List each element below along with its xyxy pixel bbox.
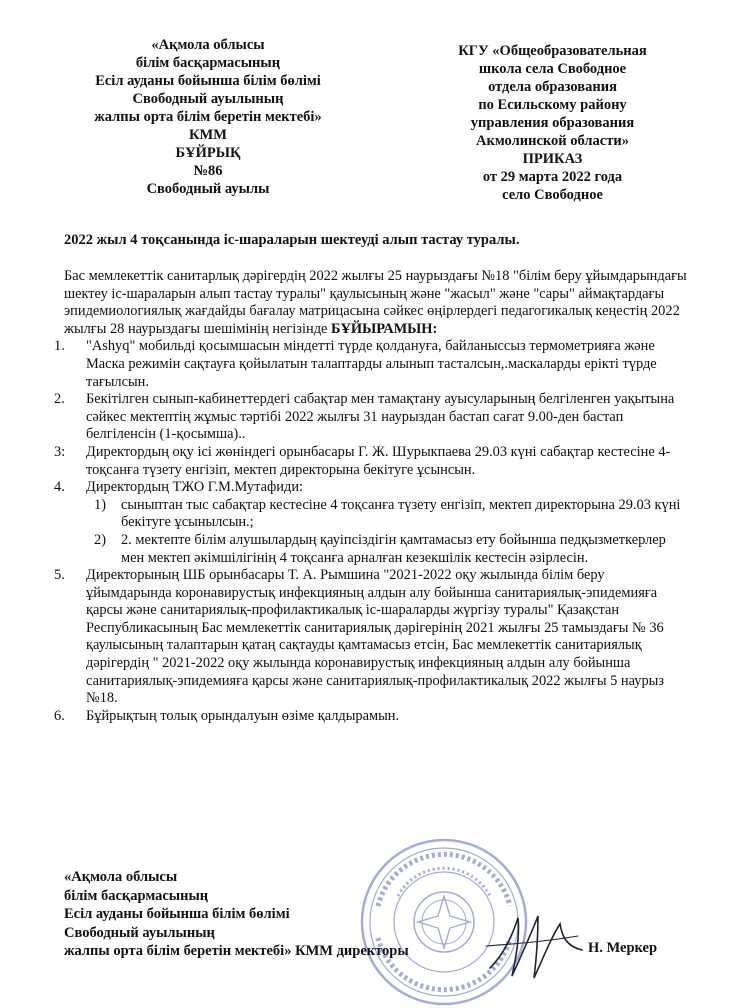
order-heading-ru: ПРИКАЗ [522,151,583,167]
item-text: Бұйрықтың толық орындалуын өзіме қалдырамын. [86,707,400,724]
signer-name: Н. Меркер [588,940,658,956]
header-left-line: Свободный ауылының [132,91,284,107]
header-right-russian [405,42,700,204]
document-title: 2022 жыл 4 тоқсанында іс-шараларын шектеуді алып тастау туралы. [64,232,520,248]
header-right-line: отдела образования [488,79,617,95]
item-number: 6. [54,707,65,724]
sub-item-number: 1) [94,496,106,513]
signature-line: Есіл ауданы бойынша білім бөлімі [64,906,290,922]
header-right-line: КГУ «Общеобразовательная [458,43,647,59]
header-left-kazakh [58,36,358,198]
item-text: Бекітілген сынып-кабинеттердегі сабақтар мен тамақтану ауысуларының белгіленген уақытына сәйкес мектептің жұмыс тәртібі 2022 жылғы 31 наурыздан бастап сағат 9.00-ден бастап белгіленсін (1-қосымша).. [86,391,675,443]
order-item [54,707,688,726]
order-item [54,479,688,567]
village-kz: Свободный ауылы [146,181,270,197]
header-left-line: жалпы орта білім беретін мектебі» [94,109,322,125]
header-right-line: Акмолинской области» [476,133,629,149]
item-number: 5. [54,567,65,584]
order-item [54,443,688,479]
header-left-line: Есіл ауданы бойынша білім бөлімі [95,73,321,89]
signature-line: жалпы орта білім беретін мектебі» КММ директоры [64,943,409,959]
order-keyword: БҰЙЫРАМЫН: [331,320,438,337]
order-item [54,567,688,708]
order-heading-kz: БҰЙРЫҚ [175,145,241,161]
sub-item-text: 2. мектепте білім алушылардың қауіпсіздігін қамтамасыз ету бойынша педқызметкерлер мен мектеп әкімшілігінің 4 тоқсанға арналған кезекшілік кестесін әзірлесін. [121,531,666,566]
header-right-line: управления образования [470,115,635,131]
preamble-text: Бас мемлекеттік санитарлық дәрігердің 2022 жылғы 25 наурыздағы №18 "білім беру ұйымдарындағы шектеу іс-шараларын алып тастау туралы" қаулысының және "жасыл" және "сары" аймақтардағы эпидемиологиялық жағдайды бағалау матрицасына сәйкес өңірлердегі педагогикалық кеңестің 2022 жылғы 28 наурыздағы шешімінің негізінде [64,268,687,337]
sub-item-text: сыныптан тыс сабақтар кестесіне 4 тоқсанға түзету енгізіп, мектеп директорына 29.03 күні бекітуге ұсынылсын.; [121,496,681,531]
order-item [54,391,688,444]
sub-item-number: 2) [94,531,106,548]
header-left-line: «Ақмола облысы [151,37,265,53]
order-number: №86 [193,163,223,179]
item-number: 2. [54,391,65,408]
document-body [54,268,688,725]
handwritten-signature [482,906,592,986]
village-ru: село Свободное [502,187,603,203]
sub-item [86,497,688,532]
order-date: от 29 марта 2022 года [482,169,623,185]
signature-block [64,868,484,961]
order-items [54,338,688,725]
header-left-line: КММ [189,127,227,143]
item-text: "Ashyq" мобильді қосымшасын міндетті түрде қолдануға, байланыссыз термометрияға және Маска режимін сақтауға қойылатын талаптарды алынып тасталсын,.маскаларды ерікті түрде тағылсын. [86,338,657,390]
sub-item [86,532,688,567]
item-text: Директорының ШБ орынбасары Т. А. Рымшина "2021-2022 оқу жылында білім беру ұйымдарында коронавирустық инфекцияның алдын алу бойынша санитариялық-эпидемияға қарсы және санитариялық-профилактикалық іс-шараларды жүргізу туралы" Қазақстан Республикасының Бас мемлекеттік санитариялық дәрігерінің 2021 жылғы 25 тамыздағы № 36 қаулысының талаптарын қатаң сақтауды қамтамасыз етсін, Бас мемлекеттік санитариялық дәрігердің " 2021-2022 оқу жылында коронавирустық инфекцияның алдын алу бойынша санитариялық-эпидемияға қарсы және санитариялық-профилактикалық 2022 жылғы 5 наурыз №18. [86,567,664,707]
item-number: 3: [54,443,66,460]
preamble [64,268,688,338]
item-text: Директордың ТЖО Г.М.Мутафиди: [86,479,304,496]
header-right-line: школа села Свободное [478,61,627,77]
sub-items [86,497,688,567]
header-right-line: по Есильскому району [478,97,627,113]
signature-line: «Ақмола облысы [64,869,178,885]
item-number: 1. [54,338,65,355]
signature-line: білім басқармасының [64,887,209,904]
header-left-line: білім басқармасының [135,55,281,71]
order-item [54,338,688,391]
item-number: 4. [54,479,65,496]
signature-line: Свободный ауылының [64,924,215,941]
item-text: Директордың оқу ісі жөніндегі орынбасары Г. Ж. Шурыкпаева 29.03 күні сабақтар кестесіне 4-тоқсанға түзету енгізіп, мектеп директорына бекітуге ұсынсын. [86,443,671,478]
